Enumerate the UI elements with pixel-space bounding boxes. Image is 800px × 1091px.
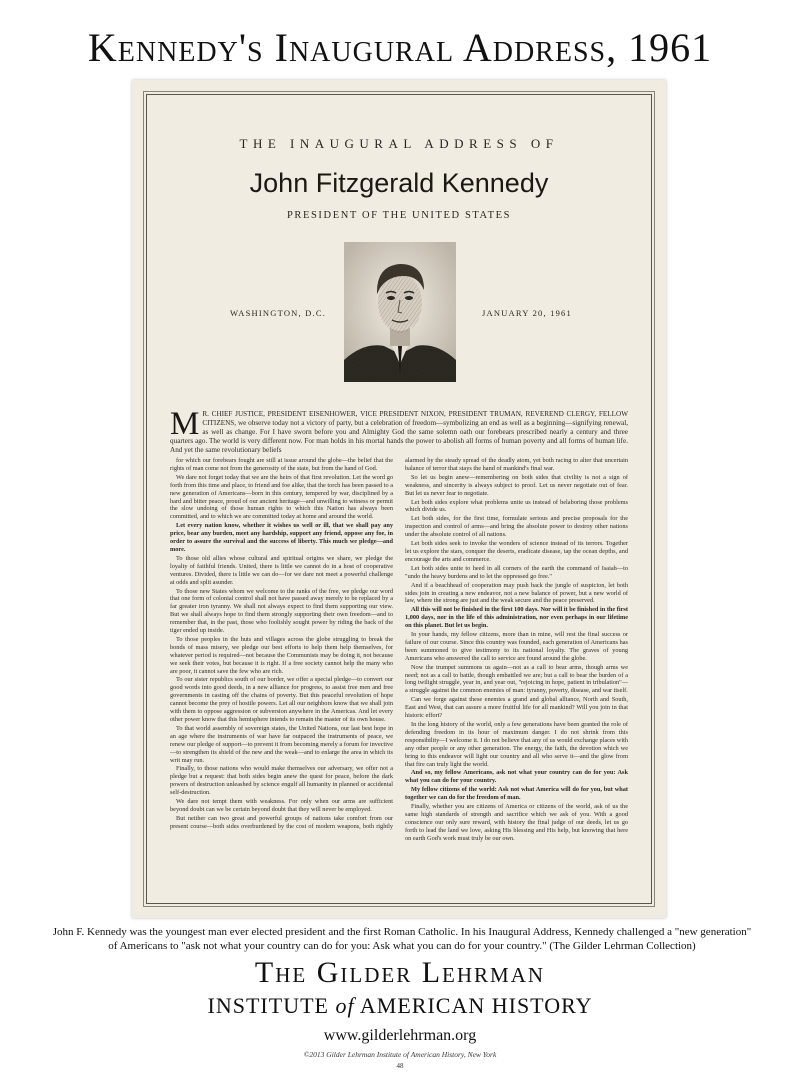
president-name: John Fitzgerald Kennedy bbox=[249, 168, 549, 198]
org-institute-line bbox=[0, 993, 800, 1019]
address-paragraph: Finally, to those nations who would make themselves our adversary, we offer not a pledge but a request: that both sides begin anew the quest for peace, before the dark powers of destruction unleashed by science engulf all humanity in planned or accidental self-destruction. bbox=[170, 765, 393, 797]
copyright-line: ©2013 Gilder Lehrman Institute of American History, New York bbox=[303, 1050, 497, 1059]
address-paragraph: Finally, whether you are citizens of America or citizens of the world, ask of us the same high standards of strength and sacrifice which we ask of you. With a good conscience our only sure reward, with history the final judge of our deeds, let us go forth to lead the land we love, asking His blessing and His help, but knowing that here on earth God's work must truly be our own. bbox=[405, 803, 628, 842]
address-columns bbox=[170, 457, 628, 843]
address-paragraph: To those peoples in the huts and villages across the globe struggling to break the bonds of mass misery, we pledge our best efforts to help them help themselves, for whatever period is required—not because the Communists may be doing it, not because we seek their votes, but because it is right. If a free society cannot help the many who are poor, it cannot save the few who are rich. bbox=[170, 635, 393, 675]
address-paragraph: We dare not tempt them with weakness. For only when our arms are sufficient beyond doubt can we be certain beyond doubt that they will never be employed. bbox=[170, 798, 393, 813]
dateline-date: JANUARY 20, 1961 bbox=[482, 308, 572, 318]
address-paragraph: We dare not forget today that we are the heirs of that first revolution. Let the word go forth from this time and place, to friend and foe alike, that the torch has been passed to a new generation of Americans—born in this century, tempered by war, disciplined by a hard and bitter peace, proud of our ancient heritage—and unwilling to witness or permit the slow undoing of those human rights to which this Nation has always been committed, and to which we are committed today at home and around the world. bbox=[170, 473, 393, 521]
org-institute-pre: INSTITUTE bbox=[207, 993, 329, 1018]
image-caption: John F. Kennedy was the youngest man ever elected president and the first Roman Catholic. In his Inaugural Address, Kennedy challenged a "new generation" of Americans to "ask not what your country can do for you: Ask what you can do for your country." (The Gilder Lehrman Collection) bbox=[52, 926, 752, 952]
address-paragraph: To that world assembly of sovereign states, the United Nations, our last best hope in an age where the instruments of war have far outpaced the instruments of peace, we renew our pledge of support—to prevent it from becoming merely a forum for invective—to strengthen its shield of the new and the weak—and to enlarge the area in which its writ may run. bbox=[170, 724, 393, 764]
address-paragraph: To those old allies whose cultural and spiritual origins we share, we pledge the loyalty of faithful friends. United, there is little we cannot do in a host of cooperative ventures. Divided, there is little we can do—for we dare not meet a powerful challenge at odds and split asunder. bbox=[170, 554, 393, 586]
address-paragraph: All this will not be finished in the first 100 days. Nor will it be finished in the first 1,000 days, nor in the life of this administration, nor even perhaps in our lifetime on this planet. But let us begin. bbox=[405, 606, 628, 630]
address-paragraph: Let both sides seek to invoke the wonders of science instead of its terrors. Together let us explore the stars, conquer the deserts, eradicate disease, tap the ocean depths, and encourage the arts and commerce. bbox=[405, 540, 628, 563]
address-paragraph: Let both sides explore what problems unite us instead of belaboring those problems which divide us. bbox=[405, 498, 628, 514]
org-url[interactable]: www.gilderlehrman.org bbox=[323, 1027, 477, 1044]
address-paragraph: Let every nation know, whether it wishes us well or ill, that we shall pay any price, bear any burden, meet any hardship, support any friend, oppose any foe, in order to assure the survival and the success of liberty. This much we pledge—and more. bbox=[170, 522, 393, 553]
address-paragraph: But neither can two great and powerful groups of nations take comfort from our present course—both sides overburdened by the cost of modern weapons, both rightly alarmed by the steady spread of the deadly atom, yet both racing to alter that uncertain balance of terror that stays the hand of mankind's final war. bbox=[170, 457, 628, 830]
address-paragraph: So let us begin anew—remembering on both sides that civility is not a sign of weakness, and sincerity is always subject to proof. Let us never negotiate out of fear. But let us never fear to negotiate. bbox=[405, 473, 628, 497]
org-name: The Gilder Lehrman bbox=[254, 956, 546, 989]
org-institute-post: AMERICAN HISTORY bbox=[359, 993, 593, 1018]
president-subtitle: PRESIDENT OF THE UNITED STATES bbox=[286, 210, 512, 221]
address-paragraph: Now the trumpet summons us again—not as a call to bear arms, though arms we need; not as a call to battle, though embattled we are; but a call to bear the burden of a long twilight struggle, year in, and year out, "rejoicing in hope, patient in tribulation"—a struggle against the common enemies of man: tyranny, poverty, disease, and war itself. bbox=[405, 663, 628, 695]
org-institute-of: of bbox=[335, 993, 355, 1018]
address-paragraph: Can we forge against these enemies a grand and global alliance, North and South, East and West, that can assure a more fruitful life for all mankind? Will you join in that historic effort? bbox=[405, 696, 628, 720]
address-paragraph: To those new States whom we welcome to the ranks of the free, we pledge our word that one form of colonial control shall not have passed away merely to be replaced by a far greater iron tyranny. We shall not always expect to find them supporting our view. But we shall always hope to find them strongly supporting their own freedom—and to remember that, in the past, those who foolishly sought power by riding the back of the tiger ended up inside. bbox=[170, 587, 393, 635]
page-number: 48 bbox=[396, 1062, 404, 1070]
address-paragraph: My fellow citizens of the world: Ask not what America will do for you, but what together we can do for the freedom of man. bbox=[405, 786, 628, 802]
drop-cap: M bbox=[170, 410, 200, 442]
dateline-place: WASHINGTON, D.C. bbox=[230, 308, 327, 318]
address-paragraph: To our sister republics south of our border, we offer a special pledge—to convert our good words into good deeds, in a new alliance for progress, to assist free men and free governments in casting off the chains of poverty. But this peaceful revolution of hope cannot become the prey of hostile powers. Let all our neighbors know that we shall join with them to oppose aggression or subversion anywhere in the Americas. And let every other power know that this hemisphere intends to remain the master of its own house. bbox=[170, 676, 393, 723]
page-title: Kennedy's Inaugural Address, 1961 bbox=[87, 25, 713, 70]
address-paragraph: for which our forebears fought are still at issue around the globe—the belief that the rights of man come not from the generosity of the state, but from the hand of God. bbox=[170, 457, 393, 472]
opening-text: R. CHIEF JUSTICE, PRESIDENT EISENHOWER, VICE PRESIDENT NIXON, PRESIDENT TRUMAN, REVEREND CLERGY, FELLOW CITIZENS, we observe today not a victory of party, but a celebration of freedom—symbolizing an end as well as a beginning—signifying renewal, as well as change. For I have sworn before you and Almighty God the same solemn oath our forebears prescribed nearly a century and three quarters ago. The world is very different now. For man holds in his mortal hands the power to abolish all forms of human poverty and all forms of human life. And yet the same revolutionary beliefs bbox=[170, 410, 628, 454]
inaugural-document bbox=[132, 80, 666, 918]
address-paragraph: And so, my fellow Americans, ask not what your country can do for you: Ask what you can do for your country. bbox=[405, 769, 628, 785]
address-paragraph: In the long history of the world, only a few generations have been granted the role of defending freedom in its hour of maximum danger. I do not shrink from this responsibility—I welcome it. I do not believe that any of us would exchange places with any other people or any other generation. The energy, the faith, the devotion which we bring to this endeavor will light our country and all who serve it—and the glow from that fire can truly light the world. bbox=[405, 721, 628, 768]
kennedy-portrait bbox=[344, 242, 456, 382]
address-paragraph: Let both sides, for the first time, formulate serious and precise proposals for the inspection and control of arms—and bring the absolute power to destroy other nations under the absolute control of all nations. bbox=[405, 515, 628, 539]
address-paragraph: And if a beachhead of cooperation may push back the jungle of suspicion, let both sides join in creating a new endeavor, not a new balance of power, but a new world of law, where the strong are just and the weak secure and the peace preserved. bbox=[405, 581, 628, 605]
opening-paragraph bbox=[170, 410, 628, 455]
address-text bbox=[170, 410, 628, 902]
address-paragraph: In your hands, my fellow citizens, more than in mine, will rest the final success or failure of our course. Since this country was founded, each generation of Americans has been summoned to give testimony to its national loyalty. The graves of young Americans who answered the call to service are found around the globe. bbox=[405, 631, 628, 662]
address-paragraph: Let both sides unite to heed in all corners of the earth the command of Isaiah—to "undo the heavy burdens and to let the oppressed go free." bbox=[405, 564, 628, 580]
document-header: THE INAUGURAL ADDRESS OF bbox=[239, 136, 559, 151]
